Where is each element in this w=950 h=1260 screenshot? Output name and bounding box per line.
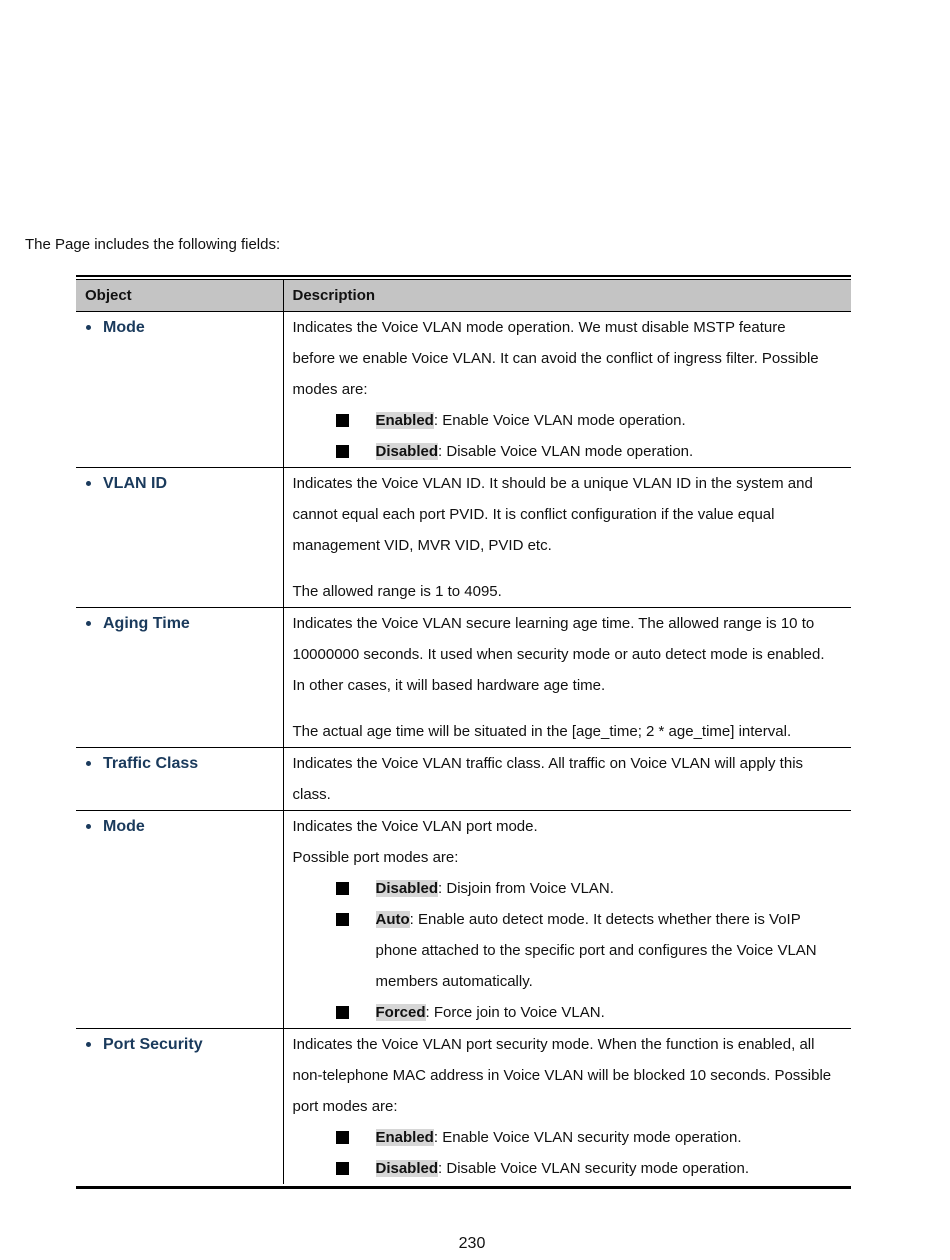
table-row xyxy=(76,811,851,1029)
description-line: In other cases, it will based hardware age time. xyxy=(292,677,606,694)
object-label xyxy=(86,608,283,639)
object-name: Mode xyxy=(103,817,145,835)
object-cell xyxy=(76,1029,283,1185)
description-cell xyxy=(283,312,851,468)
option-text: : Enable Voice VLAN security mode operation. xyxy=(433,1129,742,1146)
description-column-header: Description xyxy=(283,280,851,312)
bullet-dot-icon xyxy=(86,761,91,766)
table-row xyxy=(76,748,851,811)
object-cell xyxy=(76,608,283,748)
description-cell xyxy=(283,748,851,811)
object-name: Mode xyxy=(103,318,145,336)
object-cell xyxy=(76,811,283,1029)
option-bullet xyxy=(293,1122,846,1153)
option-body xyxy=(349,997,846,1028)
option-body xyxy=(349,904,846,997)
description-line: Indicates the Voice VLAN traffic class. All traffic on Voice VLAN will apply this xyxy=(292,755,804,772)
description-cell xyxy=(283,468,851,608)
option-text: : Enable auto detect mode. It detects whether there is VoIP xyxy=(409,911,801,928)
option-body xyxy=(349,405,846,436)
object-name: Traffic Class xyxy=(103,754,199,772)
description-line: Indicates the Voice VLAN ID. It should be a unique VLAN ID in the system and xyxy=(292,475,813,492)
description-line: Indicates the Voice VLAN secure learning age time. The allowed range is 10 to xyxy=(292,615,815,632)
option-text: : Disable Voice VLAN security mode operation. xyxy=(438,1160,750,1177)
description-note: The actual age time will be situated in the [age_time; 2 * age_time] interval. xyxy=(292,723,792,740)
bullet-dot-icon xyxy=(86,325,91,330)
intro-text: The Page includes the following fields: xyxy=(25,236,281,253)
table-bottom-rule xyxy=(76,1186,851,1189)
object-label xyxy=(86,1029,283,1060)
option-line xyxy=(376,997,846,1028)
option-bullet xyxy=(293,1153,846,1184)
object-cell xyxy=(76,312,283,468)
description-line: class. xyxy=(292,786,331,803)
description-line: before we enable Voice VLAN. It can avoid the conflict of ingress filter. Possible xyxy=(292,350,819,367)
description-line: management VID, MVR VID, PVID etc. xyxy=(292,537,552,554)
option-bullet xyxy=(293,436,846,467)
object-cell xyxy=(76,748,283,811)
table-row xyxy=(76,468,851,608)
option-bullet xyxy=(293,873,846,904)
object-label xyxy=(86,748,283,779)
object-label xyxy=(86,468,283,499)
description-line: cannot equal each port PVID. It is conflict configuration if the value equal xyxy=(292,506,775,523)
description-line: port modes are: xyxy=(292,1098,398,1115)
object-name: Port Security xyxy=(103,1035,203,1053)
option-term: Forced xyxy=(375,1004,426,1021)
option-term: Disabled xyxy=(375,880,439,897)
square-bullet-icon xyxy=(336,1131,349,1144)
option-bullet xyxy=(293,904,846,997)
option-line xyxy=(376,1153,846,1184)
table-row xyxy=(76,608,851,748)
table-row xyxy=(76,1029,851,1185)
description-line: Possible port modes are: xyxy=(292,849,459,866)
option-term: Enabled xyxy=(375,1129,434,1146)
fields-table xyxy=(76,275,851,1189)
description-line: modes are: xyxy=(292,381,368,398)
table-top-rule xyxy=(76,275,851,277)
page-number: 230 xyxy=(458,1235,486,1252)
bullet-dot-icon xyxy=(86,1042,91,1047)
option-text: : Enable Voice VLAN mode operation. xyxy=(433,412,686,429)
table-row xyxy=(76,312,851,468)
option-line xyxy=(376,1122,846,1153)
object-cell xyxy=(76,468,283,608)
option-continuation: members automatically. xyxy=(375,973,533,990)
option-line xyxy=(376,873,846,904)
description-line: Indicates the Voice VLAN mode operation. We must disable MSTP feature xyxy=(292,319,786,336)
bullet-dot-icon xyxy=(86,621,91,626)
option-line xyxy=(376,436,846,467)
object-column-header: Object xyxy=(76,280,283,312)
bullet-dot-icon xyxy=(86,824,91,829)
description-note: The allowed range is 1 to 4095. xyxy=(292,583,502,600)
paragraph-gap xyxy=(293,561,846,576)
description-cell xyxy=(283,608,851,748)
option-text: : Disjoin from Voice VLAN. xyxy=(438,880,614,897)
square-bullet-icon xyxy=(336,913,349,926)
option-term: Auto xyxy=(375,911,410,928)
option-term: Disabled xyxy=(375,1160,439,1177)
bullet-dot-icon xyxy=(86,481,91,486)
option-text: : Disable Voice VLAN mode operation. xyxy=(438,443,694,460)
description-line: Indicates the Voice VLAN port mode. xyxy=(292,818,538,835)
description-cell xyxy=(283,811,851,1029)
option-body xyxy=(349,1122,846,1153)
option-line xyxy=(376,904,846,935)
description-line: Indicates the Voice VLAN port security mode. When the function is enabled, all xyxy=(292,1036,815,1053)
description-cell xyxy=(283,1029,851,1185)
description-line: non-telephone MAC address in Voice VLAN will be blocked 10 seconds. Possible xyxy=(292,1067,832,1084)
object-name: VLAN ID xyxy=(103,474,167,492)
object-name: Aging Time xyxy=(103,614,190,632)
option-body xyxy=(349,1153,846,1184)
object-label xyxy=(86,312,283,343)
option-term: Disabled xyxy=(375,443,439,460)
description-line: 10000000 seconds. It used when security mode or auto detect mode is enabled. xyxy=(292,646,825,663)
square-bullet-icon xyxy=(336,882,349,895)
object-label xyxy=(86,811,283,842)
paragraph-gap xyxy=(293,701,846,716)
option-bullet xyxy=(293,997,846,1028)
option-term: Enabled xyxy=(375,412,434,429)
option-continuation: phone attached to the specific port and configures the Voice VLAN xyxy=(375,942,817,959)
option-body xyxy=(349,436,846,467)
option-line xyxy=(376,405,846,436)
option-bullet xyxy=(293,405,846,436)
option-text: : Force join to Voice VLAN. xyxy=(425,1004,605,1021)
square-bullet-icon xyxy=(336,1006,349,1019)
option-body xyxy=(349,873,846,904)
square-bullet-icon xyxy=(336,414,349,427)
square-bullet-icon xyxy=(336,1162,349,1175)
square-bullet-icon xyxy=(336,445,349,458)
